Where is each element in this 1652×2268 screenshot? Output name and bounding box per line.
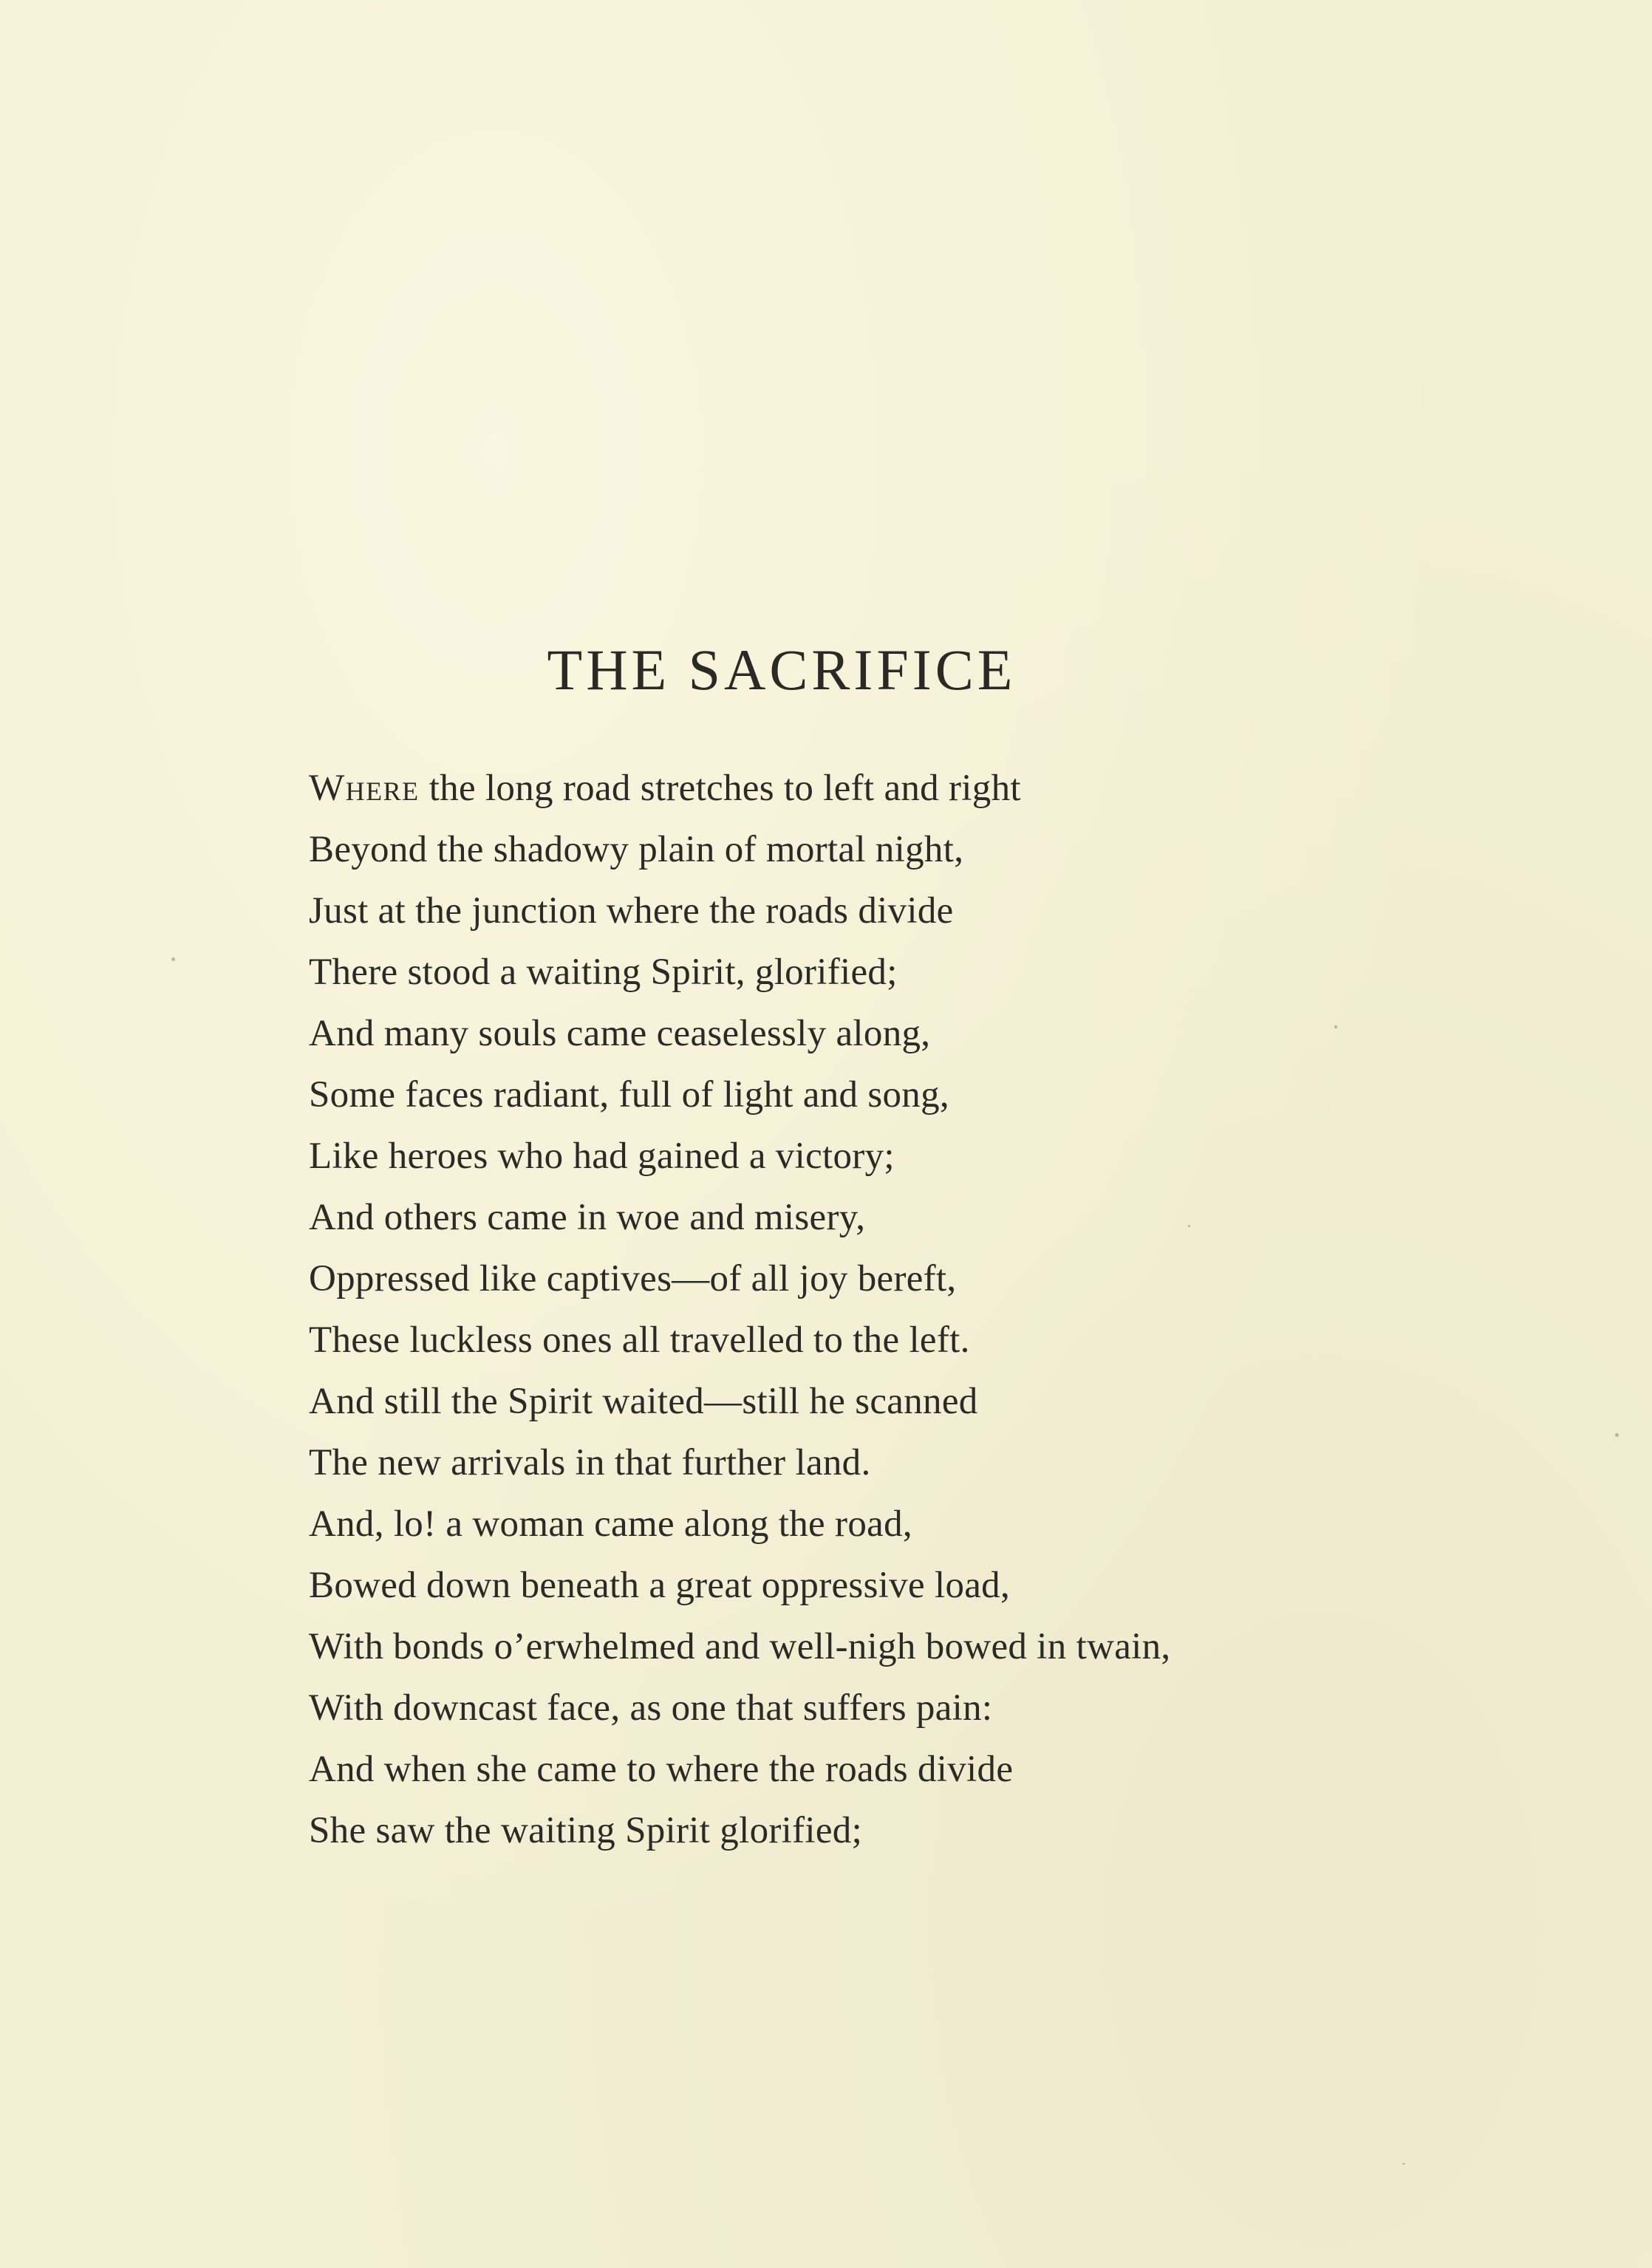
poem-line: With bonds o’erwhelmed and well-nigh bowed in twain,	[309, 1626, 1171, 1667]
poem-line: She saw the waiting Spirit glorified;	[309, 1810, 863, 1851]
paper-speck	[1188, 1225, 1190, 1227]
poem-line: There stood a waiting Spirit, glorified;	[309, 952, 898, 993]
first-line-rest: the long road stretches to left and right	[419, 768, 1021, 809]
paper-speck	[1334, 1025, 1337, 1028]
paper-speck	[171, 957, 175, 961]
paper-speck	[1402, 2163, 1405, 2165]
poem-line: With downcast face, as one that suffers pain:	[309, 1687, 993, 1729]
first-word: Where	[309, 768, 420, 809]
poem-line: Just at the junction where the roads divide	[309, 890, 954, 932]
poem-line: And when she came to where the roads divide	[309, 1749, 1014, 1790]
paper-speck	[1615, 1433, 1619, 1437]
poem-line: Some faces radiant, full of light and song,	[309, 1074, 949, 1116]
poem-line: Bowed down beneath a great oppressive load,	[309, 1565, 1011, 1606]
poem-body	[309, 758, 1609, 1862]
poem-title: THE SACRIFICE	[547, 638, 1017, 702]
poem-line: Oppressed like captives—of all joy bereft,	[309, 1258, 957, 1299]
poem-line: And still the Spirit waited—still he scanned	[309, 1381, 978, 1422]
poem-line: And many souls came ceaselessly along,	[309, 1013, 931, 1054]
poem-line-1	[309, 758, 1609, 819]
poem-line: And, lo! a woman came along the road,	[309, 1503, 912, 1545]
poem-line: The new arrivals in that further land.	[309, 1442, 871, 1483]
poem-line: These luckless ones all travelled to the left.	[309, 1319, 970, 1361]
poem-line: And others came in woe and misery,	[309, 1197, 866, 1238]
poem-line: Beyond the shadowy plain of mortal night,	[309, 829, 964, 870]
poem-line: Like heroes who had gained a victory;	[309, 1135, 895, 1177]
